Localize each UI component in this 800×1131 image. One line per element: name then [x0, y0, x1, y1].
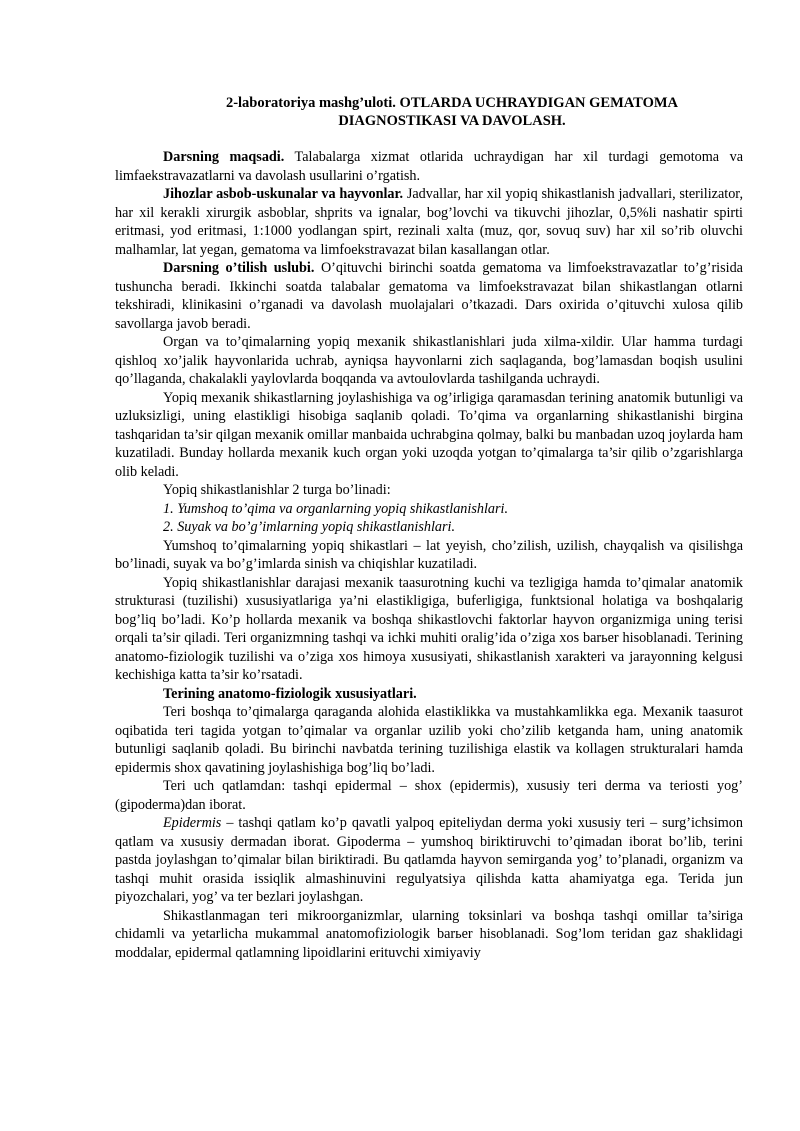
paragraph-lead: Jihozlar asbob-uskunalar va hayvonlar.	[163, 186, 404, 202]
paragraph: Yopiq mexanik shikastlarning joylashishiga va og’irligiga qaramasdan terining anatomik butunligi va uzluksizligi, uning elastikligi hisobiga saqlanib qoladi. To’qima va organlarning shikastlanishi birgina tashqaridan ta’sir qilgan mexanik omillar manbaida uchrabgina qolmay, balki bu manbadan uzoq joylarda ham kuzatiladi. Bunday hollarda mexanik kuch organ yoki uzoqda yotgan to’qimalarga ta’sir qilib o’zgarishlarga olib keladi.	[115, 389, 743, 480]
paragraph: Yumshoq to’qimalarning yopiq shikastlari – lat yeyish, cho’zilish, uzilish, chayqalish va qisilishga bo’linadi, suyak va bo’g’imlarda sinish va chiqishlar kuzatiladi.	[115, 537, 743, 572]
list-item: 1. Yumshoq to’qima va organlarning yopiq shikastlanishlari.	[163, 500, 508, 517]
paragraph: Teri boshqa to’qimalarga qaraganda alohida elastiklikka va mustahkamlikka ega. Mexanik taasurot oqibatida teri tagida yotgan to’qimalar va organlar uzilib yoki cho’zilib ketganda ham, uning anatomik butunligi saqlanib qoladi. Bu birinchi navbatda terining tuzilishiga elastik va kollagen strukturalari hamda epidermis shox qavatining joylashishiga bog’liq bo’ladi.	[115, 704, 743, 776]
paragraph-text: – tashqi qatlam ko’p qavatli yalpoq epiteliydan derma yoki xususiy teri – surg’ichsimon qatlam va xususiy dermadan iborat. Gipoderma – yumshoq biriktiruvchi to’qimadan iborat bo’lib, terini pastda joylashgan to’qimalar bilan biriktiradi. Bu qatlamda hayvon semirganda yog’ to’planadi, organizm va tashqi muhit orasida issiqlik almashinuvini regulyatsiya qilishda katta ahamiyatga ega. Terida jun piyozchalari, yog’ va ter bezlari joylashgan.	[115, 815, 743, 905]
section-heading: Terining anatomo-fiziologik xususiyatlari.	[163, 685, 417, 702]
paragraph-text: O’qituvchi birinchi soatda gematoma va limfoekstravazatlar to’g’risida tushuncha beradi. Ikkinchi soatda talabalar gematoma va limfoekstravazat bilan shikastlangan otlarni tekshiradi, klinikasini o’rganadi va davolash muolajalari o’tkazadi. Dars oxirida o’qituvchi xulosa qilib savollarga javob beradi.	[115, 260, 743, 332]
paragraph: Organ va to’qimalarning yopiq mexanik shikastlanishlari juda xilma-xildir. Ular hamma turdagi qishloq xo’jalik hayvonlarida uchrab, ayniqsa hayvonlarni zich saqlaganda, bog’lamasdan boqish usulini qo’llaganda, chakalakli yaylovlarda boqqanda va avtoulovlarda tashilganda uchraydi.	[115, 334, 743, 387]
paragraph-purpose	[115, 148, 743, 185]
paragraph-lead: Epidermis	[163, 815, 222, 831]
paragraph: Teri uch qatlamdan: tashqi epidermal – shox (epidermis), xususiy teri derma va teriosti yog’ (gipoderma)dan iborat.	[115, 778, 743, 813]
paragraph-method	[115, 259, 743, 333]
paragraph-text: Jadvallar, har xil yopiq shikastlanish jadvallari, sterilizator, har xil kerakli xirurgik asboblar, shprits va ignalar, bog’lovchi va tikuvchi jihozlar, 0,5%li nashatir spirti eritmasi, yod eritmasi, 1:1000 yodlangan spirt, rezinali xalta (muz, qor, sovuq suv) har xil so’rib oluvchi malhamlar, lat yegan, gematoma va limfoekstravazat bilan kasallangan otlar.	[115, 186, 744, 258]
paragraph-text: Talabalarga xizmat otlarida uchraydigan har xil turdagi gemotoma va limfaekstravazatlarni va davolash usullarini o’rgatish.	[115, 149, 743, 184]
paragraph: Yopiq shikastlanishlar darajasi mexanik taasurotning kuchi va tezligiga hamda to’qimalar anatomik strukturasi (tuzilishi) xususiyatlariga ya’ni elastikligiga, buferligiga, funktsional holatiga va boshqalarig bog’liq bo’ladi. Ko’p hollarda mexanik va boshqa shikastlovchi faktorlar hayvon organizmiga uning terisi orqali ta’sir qiladi. Teri organizmning tashqi va ichki muhiti oralig’ida o’ziga xos barьer hisoblanadi. Terining anatomo-fiziologik tuzilishi va o’ziga xos himoya xususiyati, shikastlanish xarakteri va jarayonning kelgusi kechishiga katta ta’sir ko’rsatadi.	[115, 574, 743, 683]
document-title	[115, 94, 743, 130]
paragraph: Shikastlanmagan teri mikroorganizmlar, ularning toksinlari va boshqa tashqi omillar ta’siriga chidamli va yetarlicha mukammal anatomofiziologik barьer hisoblanadi. Sog’lom teridan gaz shaklidagi moddalar, epidermal qatlamning lipoidlarini erituvchi ximiyaviy	[115, 907, 743, 961]
paragraph-lead: Darsning o’tilish uslubi.	[163, 260, 315, 276]
title-line-2: DIAGNOSTIKASI VA DAVOLASH.	[338, 113, 566, 129]
paragraph-equipment	[115, 185, 743, 259]
paragraph-lead: Darsning maqsadi.	[163, 149, 285, 165]
paragraph-epidermis	[115, 814, 743, 907]
paragraph: Yopiq shikastlanishlar 2 turga bo’linadi:	[163, 482, 391, 498]
list-item: 2. Suyak va bo’g’imlarning yopiq shikastlanishlari.	[163, 519, 456, 535]
title-line-1: 2-laboratoriya mashg’uloti. OTLARDA UCHRAYDIGAN GEMATOMA	[225, 95, 679, 111]
document-body	[115, 148, 743, 962]
